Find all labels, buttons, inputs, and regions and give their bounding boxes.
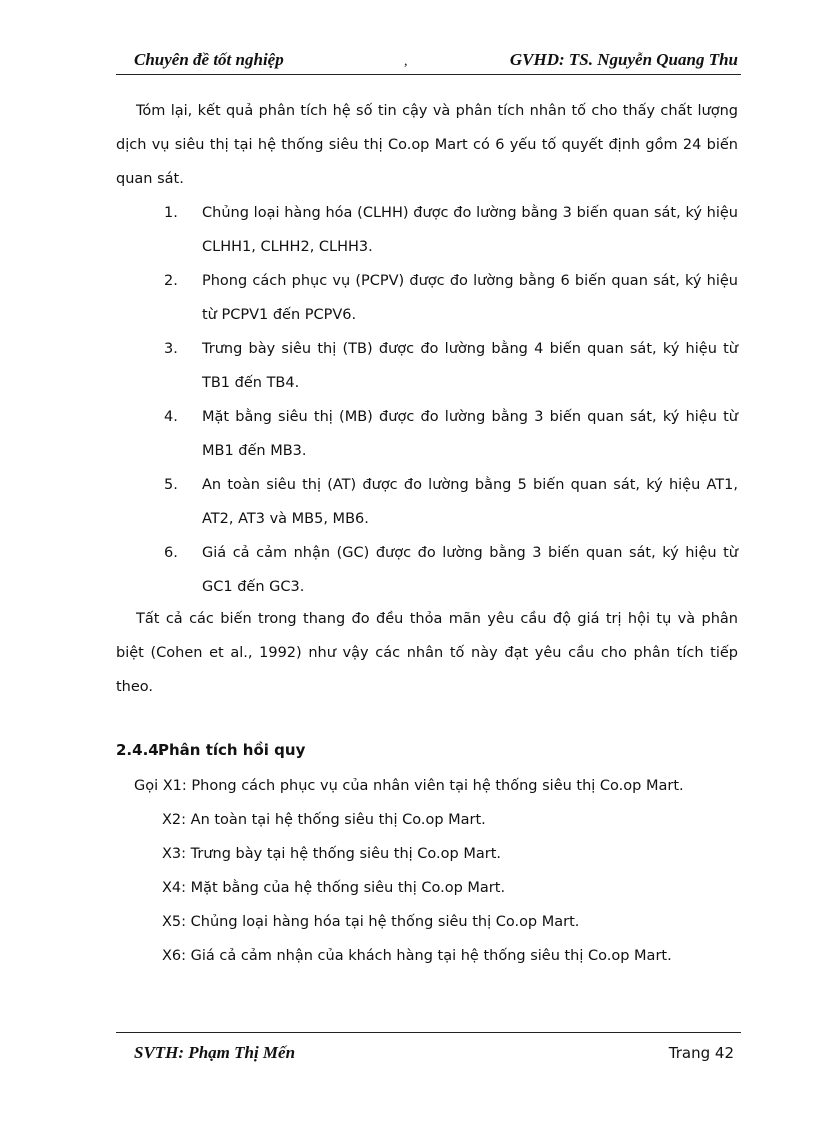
factor-text: Mặt bằng siêu thị (MB) được đo lường bằng 3 biến quan sát, ký hiệu từ MB1 đến MB3. [202, 409, 738, 459]
header-topic: Chuyên đề tốt nghiệp [134, 50, 284, 69]
factor-item [116, 400, 738, 468]
factor-text: An toàn siêu thị (AT) được đo lường bằng 5 biến quan sát, ký hiệu AT1, AT2, AT3 và MB5, MB6. [202, 477, 738, 527]
footer-divider [116, 1032, 741, 1033]
header-separator: , [404, 54, 408, 69]
variable-line: X6: Giá cả cảm nhận của khách hàng tại hệ thống siêu thị Co.op Mart. [162, 948, 672, 964]
factor-number: 3. [164, 341, 178, 357]
factor-item [116, 468, 738, 536]
variable-line: Gọi X1: Phong cách phục vụ của nhân viên tại hệ thống siêu thị Co.op Mart. [134, 778, 684, 794]
factor-number: 6. [164, 545, 178, 561]
section-title: Phân tích hồi quy [158, 741, 306, 759]
conclusion-paragraph [116, 602, 738, 704]
header-supervisor: GVHD: TS. Nguyễn Quang Thu [509, 50, 738, 69]
page-number: Trang 42 [668, 1044, 734, 1062]
header-divider [116, 74, 741, 75]
factor-number: 5. [164, 477, 178, 493]
section-number: 2.4.4. [116, 741, 165, 759]
factor-number: 1. [164, 205, 178, 221]
intro-text: Tóm lại, kết quả phân tích hệ số tin cậy và phân tích nhân tố cho thấy chất lượng dịch vụ siêu thị tại hệ thống siêu thị Co.op Mart có 6 yếu tố quyết định gồm 24 biến quan sát. [116, 103, 738, 187]
conclusion-text: Tất cả các biến trong thang đo đều thỏa mãn yêu cầu độ giá trị hội tụ và phân biệt (Cohen et al., 1992) như vậy các nhân tố này đạt yêu cầu cho phân tích tiếp theo. [116, 611, 738, 695]
factor-text: Trưng bày siêu thị (TB) được đo lường bằng 4 biến quan sát, ký hiệu từ TB1 đến TB4. [202, 341, 738, 391]
factor-number: 2. [164, 273, 178, 289]
factor-number: 4. [164, 409, 178, 425]
page-header [116, 50, 740, 74]
factor-item [116, 332, 738, 400]
variable-line: X4: Mặt bằng của hệ thống siêu thị Co.op Mart. [162, 880, 506, 896]
factor-text: Phong cách phục vụ (PCPV) được đo lường bằng 6 biến quan sát, ký hiệu từ PCPV1 đến PCPV6. [202, 273, 738, 323]
footer-student: SVTH: Phạm Thị Mến [134, 1043, 296, 1062]
section-heading [116, 738, 305, 762]
variable-line: X3: Trưng bày tại hệ thống siêu thị Co.op Mart. [162, 846, 501, 862]
factor-text: Giá cả cảm nhận (GC) được đo lường bằng 3 biến quan sát, ký hiệu từ GC1 đến GC3. [202, 545, 738, 595]
factor-item [116, 196, 738, 264]
intro-paragraph [116, 94, 738, 196]
variable-line: X2: An toàn tại hệ thống siêu thị Co.op Mart. [162, 812, 486, 828]
factor-item [116, 264, 738, 332]
variable-line: X5: Chủng loại hàng hóa tại hệ thống siêu thị Co.op Mart. [162, 914, 580, 930]
factor-text: Chủng loại hàng hóa (CLHH) được đo lường bằng 3 biến quan sát, ký hiệu CLHH1, CLHH2, CLHH3. [202, 205, 738, 255]
factor-list [116, 196, 738, 604]
factor-item [116, 536, 738, 604]
